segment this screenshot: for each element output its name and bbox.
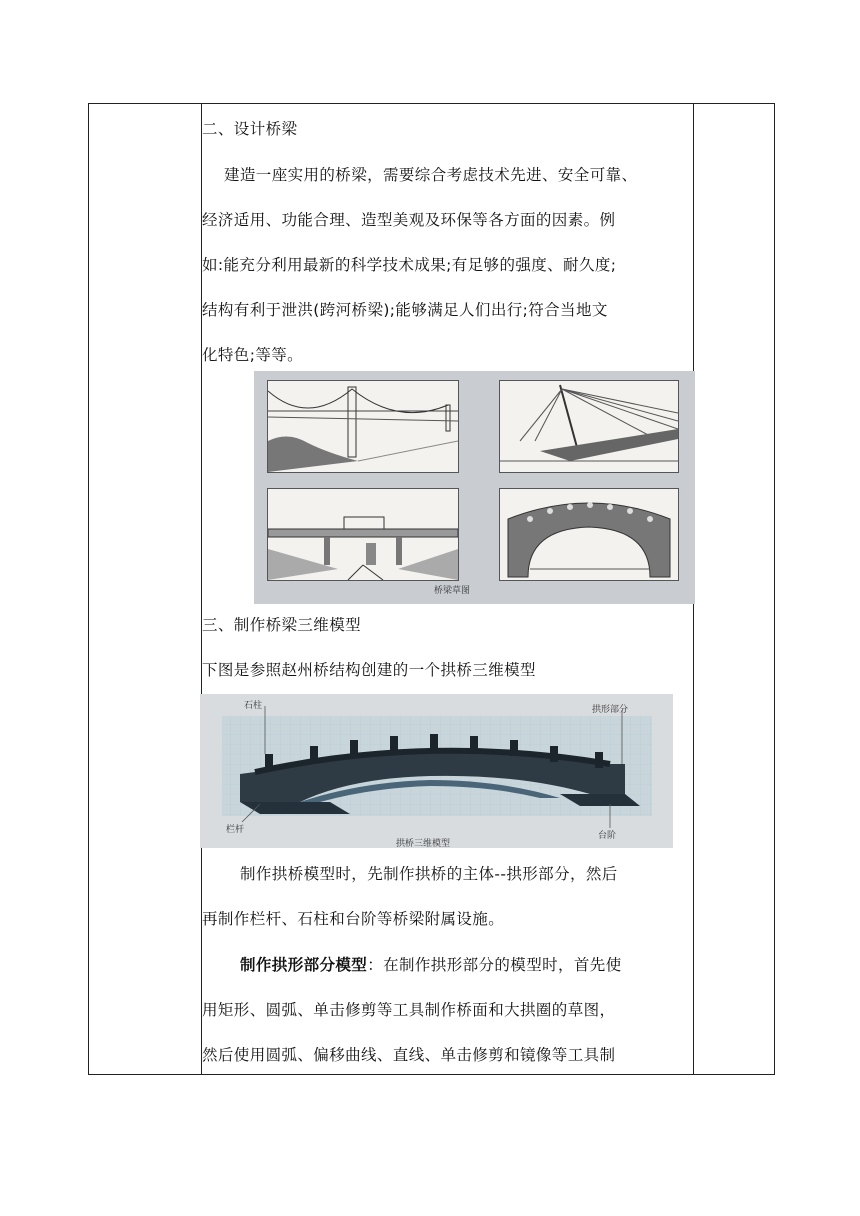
model-intro: 下图是参照赵州桥结构创建的一个拱桥三维模型 [202,661,536,679]
label-arch-part: 拱形部分 [592,705,629,715]
stone-arch-bridge-sketch [499,488,679,581]
paragraph-line: 化特色;等等。 [202,346,304,364]
label-railing: 栏杆 [226,825,245,835]
section-heading-model: 三、制作桥梁三维模型 [202,616,362,634]
paragraph-line: 制作拱形部分模型：在制作拱形部分的模型时，首先使 [240,956,622,974]
paragraph-line: 经济适用、功能合理、造型美观及环保等各方面的因素。例 [202,211,616,229]
section-heading-design: 二、设计桥梁 [202,120,298,138]
document-table [88,103,775,1075]
sketch-figure-caption: 桥梁草图 [434,586,471,596]
bold-term: 制作拱形部分模型 [240,956,368,974]
paragraph-line: 建造一座实用的桥梁，需要综合考虑技术先进、安全可靠、 [224,166,638,184]
bridge-sketches-figure [254,371,695,604]
overpass-bridge-sketch [267,488,459,581]
model-figure-caption: 拱桥三维模型 [396,839,451,849]
arch-bridge-model-figure [200,694,673,848]
label-stone-pillar: 石柱 [244,701,263,711]
paragraph-line: 结构有利于泄洪(跨河桥梁);能够满足人们出行;符合当地文 [202,301,608,319]
paragraph-line: 如:能充分利用最新的科学技术成果;有足够的强度、耐久度; [202,256,617,274]
suspension-bridge-sketch [267,380,459,473]
label-steps: 台阶 [598,831,617,841]
paragraph-line: 制作拱桥模型时，先制作拱桥的主体--拱形部分，然后 [240,865,618,883]
paragraph-line: 然后使用圆弧、偏移曲线、直线、单击修剪和镜像等工具制 [202,1046,616,1064]
paragraph-line: 用矩形、圆弧、单击修剪等工具制作桥面和大拱圈的草图， [202,1001,616,1019]
paragraph-line: 再制作栏杆、石柱和台阶等桥梁附属设施。 [202,910,505,928]
cable-stayed-bridge-sketch [499,380,679,473]
